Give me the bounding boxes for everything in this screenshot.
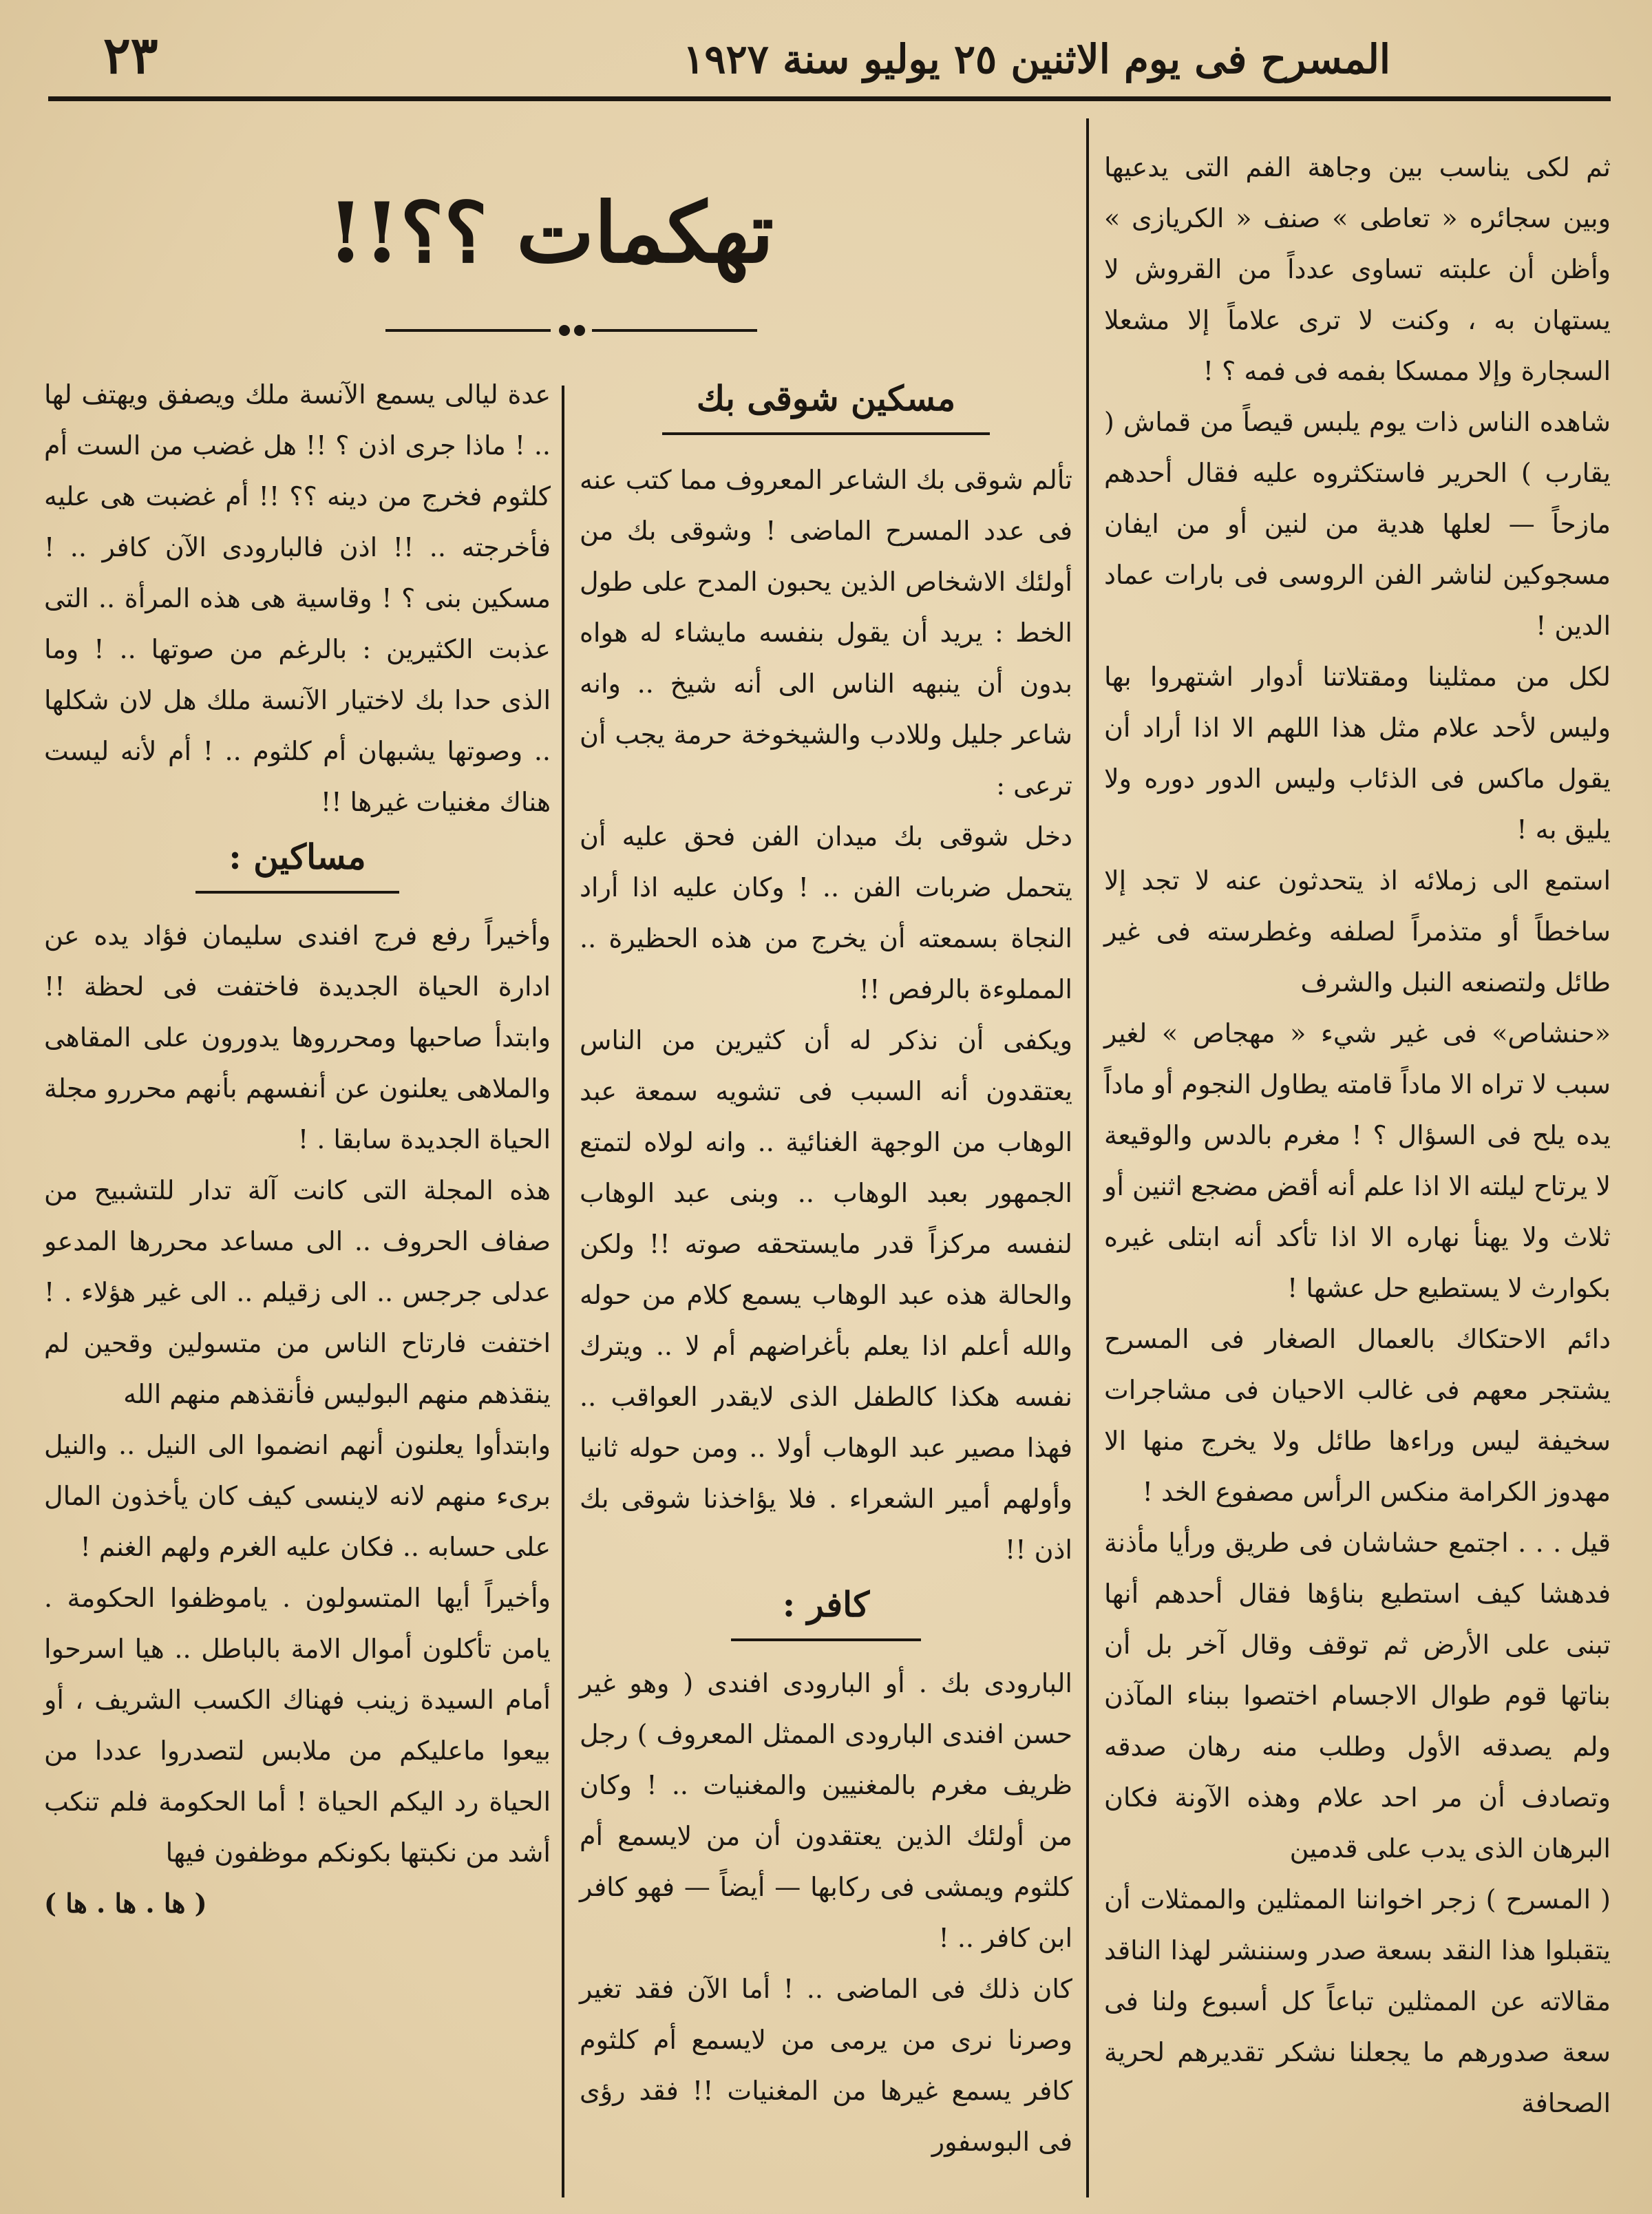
right-paragraph-6: دائم الاحتكاك بالعمال الصغار فى المسرح يشتجر معهم فى غالب الاحيان فى مشاجرات سخيفة ليس وراءها طائل ولا يخرج منها الا مهدوز الكرامة منكس الرأس مصفوع الخد !	[1104, 1324, 1611, 1507]
right-paragraph-8: ( المسرح ) زجر اخواننا الممثلين والممثلات أن يتقبلوا هذا النقد بسعة صدر وسننشر لهذا الناقد مقالاته عن الممثلين تباعاً كل أسبوع ولنا فى سعة صدورهم ما يجعلنا نشكر تقديرهم لحرية الصحافة	[1104, 1884, 1611, 2118]
middle-column	[580, 369, 1072, 2167]
left-column	[44, 369, 551, 1929]
page-number: ٢٣	[103, 26, 158, 85]
masthead	[41, 26, 1611, 95]
right-paragraph-3: لكل من ممثلينا ومقتلاتنا أدوار اشتهروا بها وليس لأحد علام مثل هذا اللهم الا اذا أراد أن يقول ماكس فى الذئاب وليس الدور دوره ولا يليق به !	[1104, 662, 1611, 845]
right-paragraph-4: استمع الى زملائه اذ يتحدثون عنه لا تجد إلا ساخطاً أو متذمراً لصلفه وغطرسته فى غير طائل ولتصنعه النبل والشرف	[1104, 865, 1611, 998]
left-paragraph-2: هذه المجلة التى كانت آلة تدار للتشبيح من صفاف الحروف .. الى مساعد محررها المدعو عدلى جرجس .. الى زقيلم .. الى غير هؤلاء . ! اختفت فارتاح الناس من متسولين وقحين لم ينقذهم منهم البوليس فأنقذهم منهم الله	[44, 1175, 551, 1409]
left-paragraph-1: وأخيراً رفع فرج افندى سليمان فؤاد يده عن ادارة الحياة الجديدة فاختفت فى لحظة !! وابتدأ صاحبها ومحرروها يدورون على المقاهى والملاهى يعلنون عن أنفسهم بأنهم محررو مجلة الحياة الجديدة سابقا . !	[44, 920, 551, 1155]
right-column	[1104, 142, 1611, 2129]
left-paragraph-4: وأخيراً أيها المتسولون . ياموظفوا الحكومة . يامن تأكلون أموال الامة بالباطل .. هيا اسرحوا أمام السيدة زينب فهناك الكسب الشريف ، أو بيعوا ماعليكم من ملابس لتصدروا عددا من الحياة رد اليكم الحياة ! أما الحكومة فلم تنكب أشد من نكبتها بكونكم موظفون فيها	[44, 1583, 551, 1868]
middle-paragraph-3: ويكفى أن نذكر له أن كثيرين من الناس يعتقدون أنه السبب فى تشويه سمعة عبد الوهاب من الوجهة الغنائية .. وانه لولاه لتمتع الجمهور بعبد الوهاب .. وبنى عبد الوهاب لنفسه مركزاً قدر مايستحقه صوته !! ولكن والحالة هذه عبد الوهاب يسمع كلام من حوله والله أعلم اذا يعلم بأغراضهم أم لا .. ويترك نفسه هكذا كالطفل الذى لايقدر العواقب .. فهذا مصير عبد الوهاب أولا .. ومن حوله ثانيا وأولهم أمير الشعراء . فلا يؤاخذنا شوقى بك اذن !!	[580, 1025, 1072, 1565]
left-paragraph-3: وابتدأوا يعلنون أنهم انضموا الى النيل .. والنيل برىء منهم لانه لاينسى كيف كان يأخذون المال على حسابه .. فكان عليه الغرم ولهم الغنم !	[44, 1430, 551, 1562]
column-divider-left	[562, 386, 564, 2197]
column-divider-right	[1086, 118, 1089, 2197]
section-rule-shawqi	[662, 432, 990, 435]
running-head: المسرح فى يوم الاثنين ٢٥ يوليو سنة ١٩٢٧	[683, 36, 1390, 83]
section-rule-kafir	[731, 1638, 921, 1641]
right-paragraph-5: «حنشاص» فى غير شيء « مهجاص » لغير سبب لا تراه الا ماداً قامته يطاول النجوم أو ماداً يده يلح فى السؤال ؟ ! مغرم بالدس والوقيعة لا يرتاح ليلته الا اذا علم أنه أقض مضجع اثنين أو ثلاث ولا يهنأ نهاره الا اذا تأكد أنه ابتلى غيره بكوارث لا يستطيع حل عشها !	[1104, 1018, 1611, 1303]
right-paragraph-2: شاهده الناس ذات يوم يلبس قيصاً من قماش ( يقارب ) الحرير فاستكثروه عليه فقال أحدهم مازحاً — لعلها هدية من لنين أو من ايفان مسجوكين لناشر الفن الروسى فى بارات عماد الدين !	[1104, 407, 1611, 641]
left-intro-paragraph: عدة ليالى يسمع الآنسة ملك ويصفق ويهتف لها .. ! ماذا جرى اذن ؟ !! هل غضب من الست أم كلثوم فخرج من دينه ؟؟ !! أم غضبت هى عليه فأخرجته .. !! اذن فالبارودى الآن كافر .. ! مسكين بنى ؟ ! وقاسية هى هذه المرأة .. التى عذبت الكثيرين : بالرغم من صوتها .. ! وما الذى حدا بك لاختيار الآنسة ملك هل لان شكلها .. وصوتها يشبهان أم كلثوم .. ! أم لأنه ليست هناك مغنيات غيرها !!	[44, 379, 551, 817]
signature: ( ها . ها . ها )	[44, 1888, 207, 1919]
masthead-rule	[48, 96, 1611, 101]
main-title: تهكمات ؟؟!!	[327, 184, 774, 282]
right-paragraph-1: ثم لكى يناسب بين وجاهة الفم التى يدعيها وبين سجائره « تعاطى » صنف « الكريازى » وأظن أن علبته تساوى عدداً من القروش لا يستهان به ، وكنت لا ترى علاماً إلا مشعلا السجارة وإلا ممسكا بفمه فى فمه ؟ !	[1104, 152, 1611, 386]
right-paragraph-7: قيل . . . اجتمع حشاشان فى طريق ورأيا مأذنة فدهشا كيف استطيع بناؤها فقال أحدهم أنها تبنى على الأرض ثم توقف وقال آخر بل أن بناتها قوم طوال الاجسام اختصوا ببناء المآذن ولم يصدقه الأول وطلب منه رهان صدقه وتصادف أن مر احد علام وهذه الآونة فكان البرهان الذى يدب على قدمين	[1104, 1528, 1611, 1864]
middle-paragraph-5: كان ذلك فى الماضى .. ! أما الآن فقد تغير وصرنا نرى من يرمى من لايسمع أم كلثوم كافر يسمع غيرها من المغنيات !! فقد رؤى فى البوسفور	[580, 1974, 1072, 2157]
section-title-masakin: مساكين :	[229, 836, 366, 877]
title-ornament	[385, 322, 757, 339]
section-title-shawqi: مسكين شوقى بك	[696, 378, 956, 419]
middle-paragraph-2: دخل شوقى بك ميدان الفن فحق عليه أن يتحمل ضربات الفن .. ! وكان عليه اذا أراد النجاة بسمعته أن يخرج من هذه الحظيرة .. المملوءة بالرفص !!	[580, 821, 1072, 1004]
middle-paragraph-1: تألم شوقى بك الشاعر المعروف مما كتب عنه فى عدد المسرح الماضى ! وشوقى بك من أولئك الاشخاص الذين يحبون المدح على طول الخط : يريد أن يقول بنفسه مايشاء له هواه بدون أن ينبهه الناس الى أنه شيخ .. وانه شاعر جليل وللادب والشيخوخة حرمة يجب أن ترعى :	[580, 465, 1072, 801]
section-title-kafir: كافر :	[782, 1584, 870, 1625]
section-rule-masakin	[195, 891, 399, 894]
middle-paragraph-4: البارودى بك . أو البارودى افندى ( وهو غير حسن افندى البارودى الممثل المعروف ) رجل ظريف مغرم بالمغنيين والمغنيات .. ! وكان من أولئك الذين يعتقدون أن من لايسمع أم كلثوم ويمشى فى ركابها — أيضاً — فهو كافر ابن كافر .. !	[580, 1668, 1072, 1953]
